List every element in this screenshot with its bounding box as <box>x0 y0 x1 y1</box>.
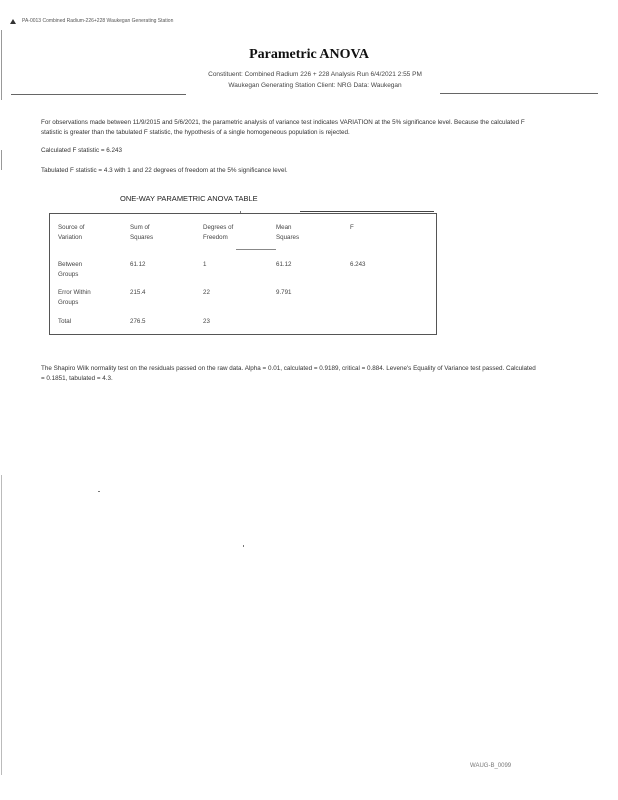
scan-edge-mark <box>1 150 2 170</box>
header-underline <box>236 249 276 250</box>
row-between-df: 1 <box>203 261 207 268</box>
row-between-ms: 61.12 <box>276 261 292 268</box>
intro-paragraph: For observations made between 11/9/2015 and 5/6/2021, the parametric analysis of variance test indicates VARIATION at the 5% significance level. Because the calculated F statistic is greater than the tabulated F statistic, the hypothesis of a single homogeneous population is rejected. <box>41 119 525 136</box>
scan-edge-mark <box>1 30 2 100</box>
row-within-ms: 9.791 <box>276 289 292 296</box>
col-header-source: Source of Variation <box>58 224 85 241</box>
row-within-df: 22 <box>203 289 210 296</box>
row-between-f: 6.243 <box>350 261 366 268</box>
normality-paragraph: The Shapiro Wilk normality test on the residuals passed on the raw data. Alpha = 0.01, calculated = 0.9189, critical = 0.884. Levene's Equality of Variance test passed. Calculated = 0.1851, tabulated = 4.3. <box>41 365 536 382</box>
tabulated-f-statistic: Tabulated F statistic = 4.3 with 1 and 22 degrees of freedom at the 5% significance level. <box>41 167 288 174</box>
row-total-df: 23 <box>203 318 210 325</box>
col-header-degrees-of-freedom: Degrees of Freedom <box>203 224 234 241</box>
header-top-line: PA-0013 Combined Radium-226+228 Waukegan Generating Station <box>22 18 174 24</box>
row-between-ss: 61.12 <box>130 261 146 268</box>
scan-speck <box>243 545 244 547</box>
table-top-rule-right <box>300 211 434 212</box>
scan-edge-mark <box>1 475 2 775</box>
row-within-source: Error Within Groups <box>58 289 91 306</box>
anova-table <box>49 213 437 335</box>
header-rule-left <box>11 94 186 95</box>
scan-speck <box>98 491 100 492</box>
row-total-source: Total <box>58 318 72 325</box>
header-rule-right <box>440 93 598 94</box>
scan-speck <box>240 211 241 213</box>
page-title: Parametric ANOVA <box>249 47 369 62</box>
subtitle-line-2: Waukegan Generating Station Client: NRG Data: Waukegan <box>228 82 402 89</box>
header-arrow-icon <box>10 19 16 24</box>
col-header-f: F <box>350 224 354 231</box>
row-total-ss: 276.5 <box>130 318 146 325</box>
col-header-sum-of-squares: Sum of Squares <box>130 224 154 241</box>
document-id: WAUG-B_0099 <box>470 763 512 769</box>
anova-table-title: ONE-WAY PARAMETRIC ANOVA TABLE <box>120 194 258 203</box>
subtitle-line-1: Constituent: Combined Radium 226 + 228 Analysis Run 6/4/2021 2:55 PM <box>208 71 422 78</box>
col-header-mean-squares: Mean Squares <box>276 224 300 241</box>
row-within-ss: 215.4 <box>130 289 146 296</box>
calculated-f-statistic: Calculated F statistic = 6.243 <box>41 147 123 154</box>
row-between-source: Between Groups <box>58 261 83 278</box>
